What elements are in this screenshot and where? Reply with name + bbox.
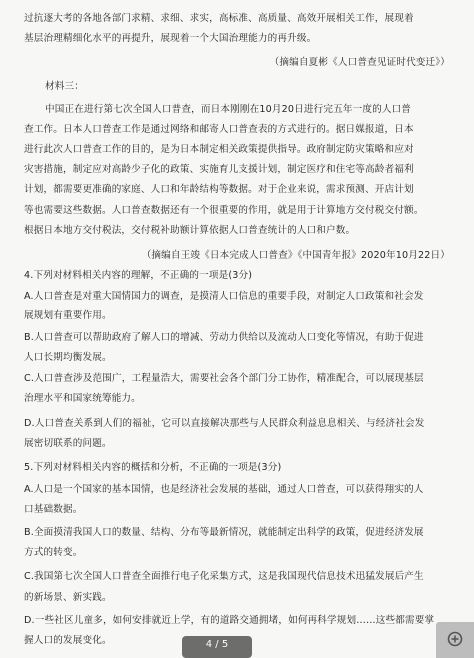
text-line: 展密切联系的问题。 [24, 438, 112, 449]
text-line: 基层治理精细化水平的再提升，展现着一个大国治理能力的再升级。 [24, 33, 317, 44]
zoom-in-icon [447, 631, 463, 647]
text-line: （摘编自王竣《日本完成人口普查》《中国青年报》2020年10月22日） [141, 250, 450, 261]
text-line: 展规划有重要作用。 [24, 310, 112, 321]
text-line: 4.下列对材料相关内容的理解，不正确的一项是(3分) [24, 270, 253, 281]
text-line: D.人口普查关系到人们的福祉，它可以直接解决那些与人民群众利益息息相关、与经济社会发 [24, 418, 425, 429]
text-line: 方式的转变。 [24, 547, 83, 558]
text-line: B.全面摸清我国人口的数量、结构、分布等最新情况，就能制定出科学的政策，促进经济发展 [24, 527, 424, 538]
text-line: 进行此次人口普查工作的目的，是为日本制定相关政策提供指导。政府制定防灾策略和应对 [24, 144, 414, 155]
zoom-button[interactable] [436, 622, 474, 658]
text-line: 5.下列对材料相关内容的概括和分析，不正确的一项是(3分) [24, 462, 282, 473]
text-line: D.一些社区儿童多，如何安排就近上学，有的道路交通拥堵，如何再科学规划……这些都需要掌 [24, 615, 435, 626]
text-line: 查工作。日本人口普查工作是通过网络和邮寄人口普查表的方式进行的。据日媒报道，日本 [24, 124, 414, 135]
text-line: 等也需要这些数据。人口普查数据还有一个很重要的作用，就是用于计算地方交付税交付额。 [24, 205, 424, 216]
text-line: 计划，都需要更准确的家庭、人口和年龄结构等数据。对于企业来说，需求预测、开店计划 [24, 184, 414, 195]
text-line: 握人口的发展变化。 [24, 635, 112, 646]
text-line: B.人口普查可以帮助政府了解人口的增减、劳动力供给以及流动人口变化等情况，有助于促进 [24, 332, 424, 343]
text-line: C.我国第七次全国人口普查全面推行电子化采集方式，这是我国现代信息技术迅猛发展后产生 [24, 571, 424, 582]
page-indicator: 4 / 5 [182, 636, 252, 658]
text-line: 口基础数据。 [24, 504, 83, 515]
text-line: A.人口是一个国家的基本国情，也是经济社会发展的基础，通过人口普查，可以获得翔实的人 [24, 484, 424, 495]
text-line: A.人口普查是对重大国情国力的调查，是摸清人口信息的重要手段，对制定人口政策和社会发 [24, 291, 424, 302]
text-line: 治理水平和国家统筹能力。 [24, 393, 141, 404]
text-line: 过抗逐大考的各地各部门求精、求细、求实，高标准、高质量、高效开展相关工作，展现着 [24, 13, 414, 24]
text-line: （摘编自夏彬《人口普查见证时代变迁》） [269, 57, 450, 68]
text-line: 中国正在进行第七次全国人口普查，而日本刚刚在10月20日进行完五年一度的人口普 [45, 104, 412, 115]
text-line: C.人口普查涉及范围广，工程量浩大，需要社会各个部门分工协作，精准配合，可以展现基层 [24, 373, 424, 384]
text-line: 根据日本地方交付税法，交付税补助额计算依据人口普查统计的人口和户数。 [24, 225, 356, 236]
text-line: 的新场景、新实践。 [24, 592, 112, 603]
text-line: 灾害措施，制定应对高龄少子化的政策、实施育儿支援计划，制定医疗和住宅等高龄者福利 [24, 164, 414, 175]
text-line: 材料三： [45, 81, 84, 92]
text-line: 人口长期均衡发展。 [24, 352, 112, 363]
